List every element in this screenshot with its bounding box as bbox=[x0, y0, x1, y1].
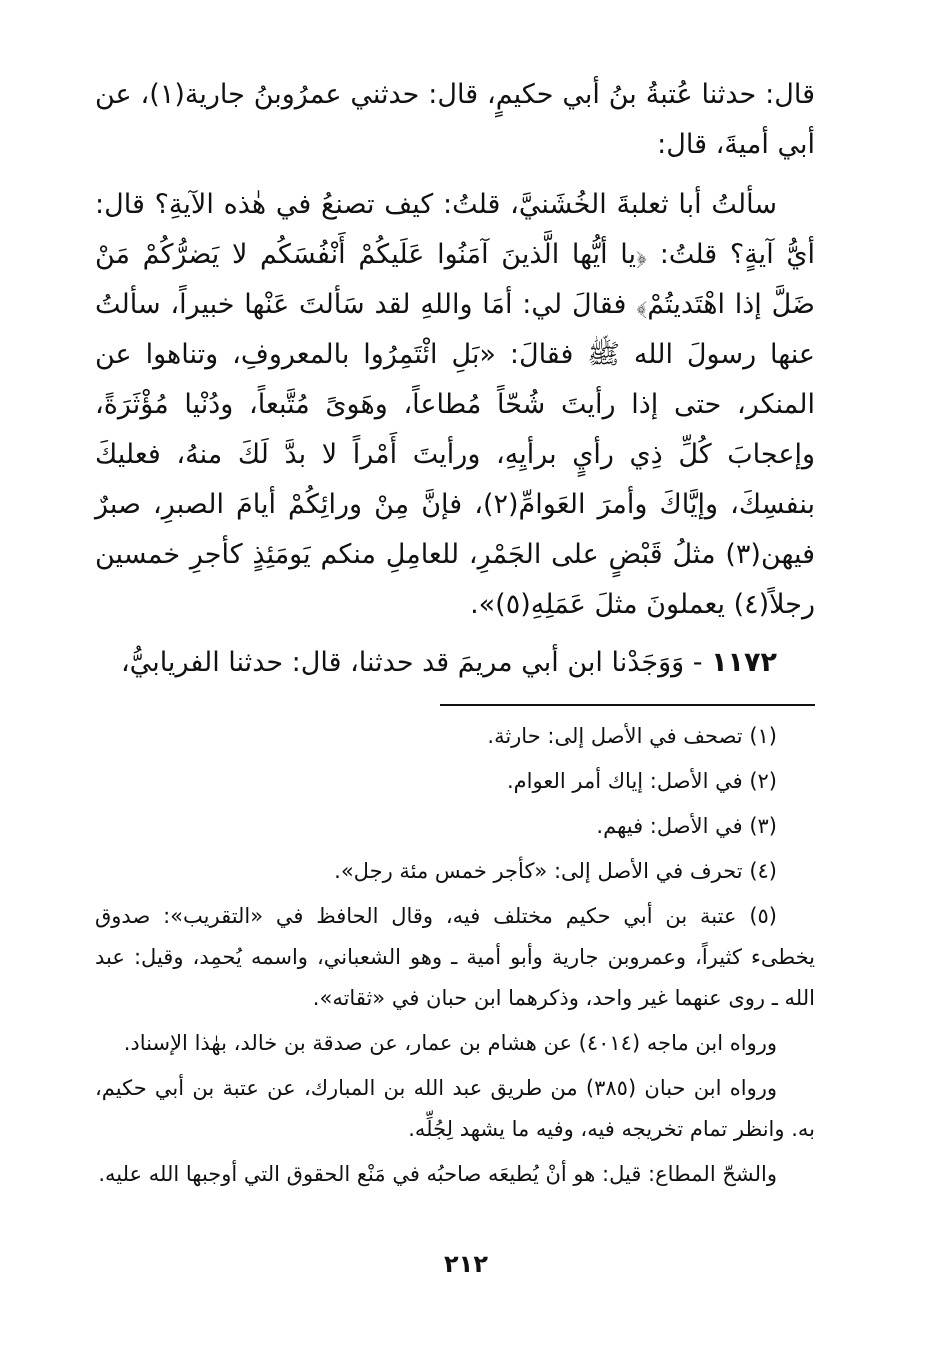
footnotes bbox=[95, 716, 815, 1195]
footnote-4: (٤) تحرف في الأصل إلى: «كأجر خمس مئة رجل». bbox=[334, 859, 777, 883]
footnote-5-ibn-majah: ورواه ابن ماجه (٤٠١٤) عن هشام بن عمار، عن صدقة بن خالد، بهٰذا الإسناد. bbox=[123, 1031, 777, 1055]
hadith-number: ١١٧٢ bbox=[711, 647, 777, 678]
next-hadith-start bbox=[95, 638, 815, 688]
footnote-3: (٣) في الأصل: فيهم. bbox=[596, 814, 777, 838]
footnote-separator bbox=[440, 704, 815, 706]
page-number: ٢١٢ bbox=[444, 1250, 488, 1278]
isnad-chain: قال: حدثنا عُتبةُ بنُ أبي حكيمٍ، قال: حدثني عمرُوبنُ جارية(١)، عن أبي أميةَ، قال: bbox=[95, 79, 815, 160]
next-hadith-text: - وَوَجَدْنا ابن أبي مريمَ قد حدثنا، قال: حدثنا الفريابيُّ، bbox=[120, 647, 703, 678]
footnote-2: (٢) في الأصل: إياك أمر العوام. bbox=[507, 769, 777, 793]
footnote-5-definition: والشحّ المطاع: قيل: هو أنْ يُطيعَه صاحبُه في مَنْع الحقوق التي أوجبها الله عليه. bbox=[98, 1162, 777, 1186]
main-text bbox=[95, 70, 815, 688]
hadith-text: سألتُ أبا ثعلبةَ الخُشَنيَّ، قلتُ: كيف تصنعُ في هٰذه الآيةِ؟ قال: أيُّ آيةٍ؟ قلتُ: ﴿يا أيُّها الَّذينَ آمَنُوا عَلَيكُمْ أَنْفُسَكُم لا يَضرُّكُمْ مَنْ ضَلَّ إذا اهْتَديتُمْ﴾ فقالَ لي: أمَا واللهِ لقد سَألتَ عَنْها خبيراً، سألتُ عنها رسولَ الله ﷺ فقالَ: «بَلِ ائْتَمِرُوا بالمعروفِ، وتناهوا عن المنكر، حتى إذا رأيتَ شُحّاً مُطاعاً، وهَوىً مُتَّبعاً، ودُنْيا مُؤْثَرَةً، وإعجابَ كُلِّ ذِي رأيٍ برأيِهِ، ورأيتَ أَمْراً لا بدَّ لَكَ منهُ، فعليكَ بنفسِكَ، وإيَّاكَ وأمرَ العَوامِّ(٢)، فإنَّ مِنْ ورائِكُمْ أيامَ الصبرِ، صبرٌ فيهن(٣) مثلُ قَبْضٍ على الجَمْرِ، للعامِلِ منكم يَومَئِذٍ كأجرِ خمسين رجلاً(٤) يعملونَ مثلَ عَمَلِهِ(٥)». bbox=[95, 189, 815, 620]
footnote-5-ibn-hibban: ورواه ابن حبان (٣٨٥) من طريق عبد الله بن المبارك، عن عتبة بن أبي حكيم، به. وانظر تمام تخريجه فيه، وفيه ما يشهد لِجُلِّه. bbox=[95, 1076, 815, 1141]
footnote-5: (٥) عتبة بن أبي حكيم مختلف فيه، وقال الحافظ في «التقريب»: صدوق يخطىء كثيراً، وعمروبن جارية وأبو أمية ـ وهو الشعباني، واسمه يُحمِد، وقيل: عبد الله ـ روى عنهما غير واحد، وذكرهما ابن حبان في «ثقاته». bbox=[95, 904, 815, 1010]
page-body bbox=[95, 70, 815, 1195]
footnote-1: (١) تصحف في الأصل إلى: حارثة. bbox=[487, 724, 777, 748]
